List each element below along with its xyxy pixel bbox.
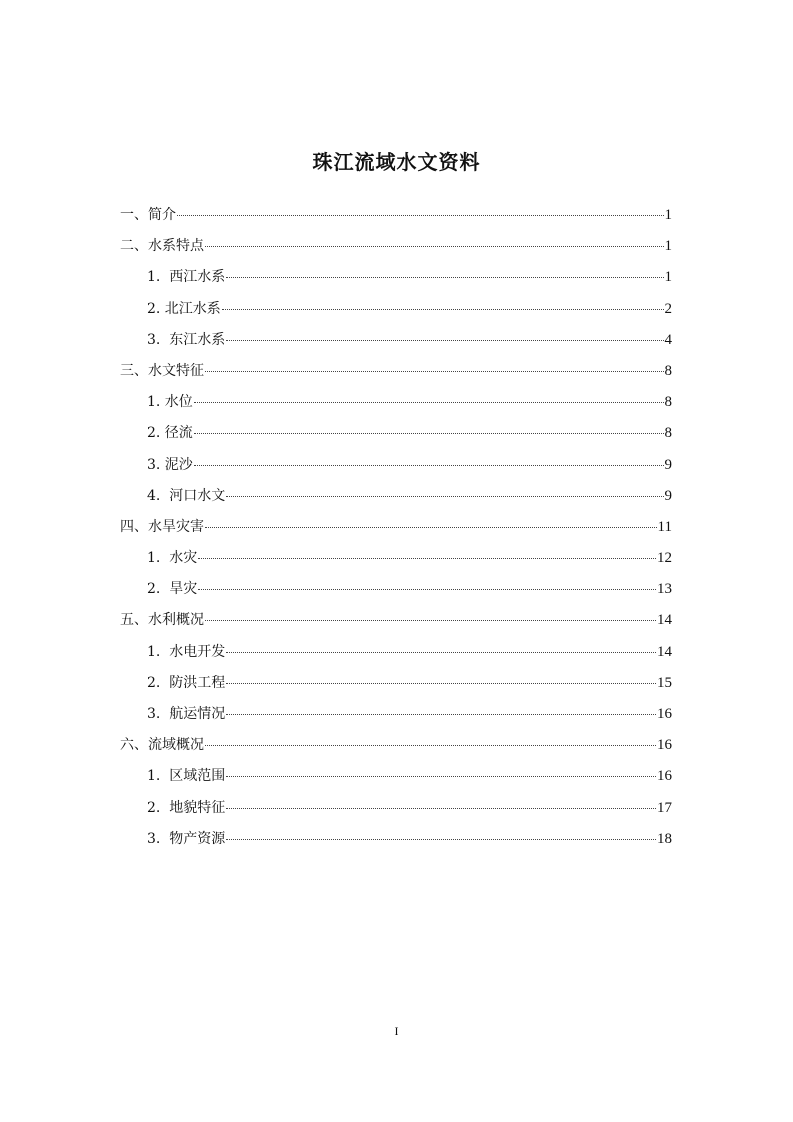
toc-entry[interactable] <box>120 512 672 543</box>
toc-entry-label: 1. 水电开发 <box>147 643 226 660</box>
toc-entry-page: 8 <box>664 362 672 379</box>
toc-leader-dots <box>177 215 664 216</box>
toc-leader-dots <box>205 246 664 247</box>
toc-entry[interactable] <box>120 793 672 824</box>
toc-leader-dots <box>205 745 656 746</box>
toc-entry-label: 1. 水位 <box>147 394 193 411</box>
toc-entry-label: 五、水利概况 <box>120 612 204 629</box>
toc-entry[interactable] <box>120 730 672 761</box>
toc-entry-page: 8 <box>664 425 672 442</box>
toc-entry-page: 1 <box>664 269 672 286</box>
toc-entry-page: 14 <box>657 612 672 629</box>
toc-entry-page: 9 <box>664 456 672 473</box>
toc-entry[interactable] <box>120 761 672 792</box>
toc-leader-dots <box>205 371 664 372</box>
toc-entry-page: 13 <box>657 581 672 598</box>
toc-entry-label: 四、水旱灾害 <box>120 518 204 535</box>
toc-entry-label: 2. 径流 <box>147 425 193 442</box>
toc-entry[interactable] <box>120 200 672 231</box>
toc-entry-page: 16 <box>657 768 672 785</box>
toc-entry-page: 16 <box>657 737 672 754</box>
toc-entry-label: 3. 航运情况 <box>147 706 226 722</box>
toc-leader-dots <box>198 558 656 559</box>
toc-leader-dots <box>226 714 656 715</box>
toc-entry-label: 1. 西江水系 <box>147 269 226 286</box>
toc-leader-dots <box>194 402 664 403</box>
toc-entry-page: 16 <box>657 706 672 722</box>
toc-entry-page: 1 <box>664 207 672 223</box>
toc-entry[interactable] <box>120 699 672 730</box>
toc-entry[interactable] <box>120 574 672 605</box>
toc-entry-page: 11 <box>657 518 672 535</box>
toc-leader-dots <box>226 340 663 341</box>
toc-entry-label: 2. 防洪工程 <box>147 674 226 691</box>
toc-entry[interactable] <box>120 294 672 325</box>
toc-entry[interactable] <box>120 418 672 449</box>
toc-leader-dots <box>226 652 656 653</box>
toc-entry-label: 一、简介 <box>120 207 176 223</box>
toc-entry-label: 3. 物产资源 <box>147 830 226 847</box>
toc-leader-dots <box>222 309 664 310</box>
toc-entry[interactable] <box>120 231 672 262</box>
toc-entry[interactable] <box>120 356 672 387</box>
toc-entry-label: 1. 区域范围 <box>147 768 226 785</box>
toc-entry[interactable] <box>120 543 672 574</box>
toc-entry-page: 9 <box>664 487 672 504</box>
toc-entry-label: 六、流域概况 <box>120 737 204 754</box>
toc-entry-label: 二、水系特点 <box>120 238 204 255</box>
toc-entry-label: 3. 泥沙 <box>147 456 193 473</box>
toc-entry-label: 三、水文特征 <box>120 362 204 379</box>
toc-entry-page: 15 <box>657 674 672 691</box>
toc-leader-dots <box>226 839 656 840</box>
toc-entry-page: 17 <box>657 799 672 816</box>
toc-leader-dots <box>226 808 656 809</box>
toc-leader-dots <box>226 776 656 777</box>
toc-entry-label: 2. 旱灾 <box>147 581 198 598</box>
toc-entry[interactable] <box>120 605 672 636</box>
toc-entry[interactable] <box>120 668 672 699</box>
page-number: I <box>394 1024 399 1038</box>
toc-entry-page: 18 <box>657 830 672 847</box>
toc-entry[interactable] <box>120 387 672 418</box>
table-of-contents <box>120 200 672 855</box>
toc-entry[interactable] <box>120 450 672 481</box>
toc-leader-dots <box>226 277 663 278</box>
toc-leader-dots <box>205 527 657 528</box>
toc-entry-label: 3. 东江水系 <box>147 331 226 348</box>
toc-entry[interactable] <box>120 481 672 512</box>
toc-entry-page: 8 <box>664 394 672 411</box>
document-title: 珠江流域水文资料 <box>312 150 481 174</box>
toc-entry-page: 2 <box>664 300 672 317</box>
toc-entry-page: 14 <box>657 643 672 660</box>
toc-entry[interactable] <box>120 325 672 356</box>
toc-leader-dots <box>198 589 656 590</box>
toc-leader-dots <box>194 465 664 466</box>
toc-leader-dots <box>205 620 656 621</box>
toc-entry-label: 2. 北江水系 <box>147 300 221 317</box>
toc-entry-label: 1. 水灾 <box>147 550 198 567</box>
toc-entry-page: 1 <box>664 238 672 255</box>
toc-leader-dots <box>226 496 663 497</box>
toc-entry[interactable] <box>120 637 672 668</box>
toc-entry[interactable] <box>120 824 672 855</box>
toc-entry-label: 4. 河口水文 <box>147 487 226 504</box>
toc-entry-page: 4 <box>664 331 672 348</box>
toc-leader-dots <box>226 683 656 684</box>
toc-entry[interactable] <box>120 262 672 293</box>
toc-entry-label: 2. 地貌特征 <box>147 799 226 816</box>
toc-leader-dots <box>194 433 664 434</box>
toc-entry-page: 12 <box>657 550 672 567</box>
